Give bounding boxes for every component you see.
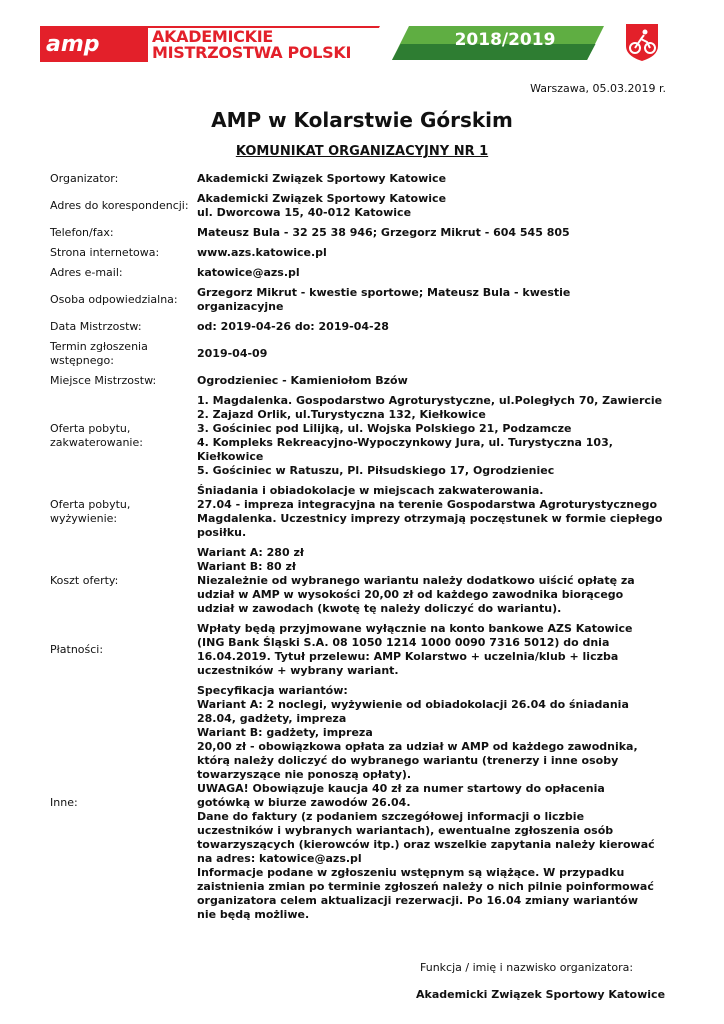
- row-value: www.azs.katowice.pl: [197, 246, 327, 259]
- row-label: Koszt oferty:: [50, 574, 119, 587]
- row-value: 2019-04-09: [197, 347, 268, 360]
- table-row: [50, 374, 670, 388]
- table-row: [50, 394, 670, 478]
- row-value: Śniadania i obiadokolacje w miejscach zakwaterowania. 27.04 - impreza integracyjna na terenie Gospodarstwa Agroturystycznego Magdalenka. Uczestnicy imprezy otrzymają poczęstunek w formie ciepłego posiłku.: [197, 484, 663, 539]
- cyclist-icon: [622, 22, 662, 62]
- table-row: [50, 484, 670, 540]
- row-value: katowice@azs.pl: [197, 266, 300, 279]
- row-value: Mateusz Bula - 32 25 38 946; Grzegorz Mikrut - 604 545 805: [197, 226, 570, 239]
- table-row: [50, 340, 670, 368]
- row-label: Oferta pobytu, zakwaterowanie:: [50, 422, 143, 449]
- table-row: [50, 246, 670, 260]
- row-value: Specyfikacja wariantów: Wariant A: 2 noclegi, wyżywienie od obiadokolacji 26.04 do śniadania 28.04, gadżety, impreza Wariant B: gadżety, impreza 20,00 zł - obowiązkowa opłata za udział w AMP od każdego zawodnika, którą należy doliczyć do wybranego wariantu (trenerzy i inne osoby towarzyszące nie ponoszą opłaty). UWAGA! Obowiązuje kaucja 40 zł za numer startowy do opłacenia gotówką w biurze zawodów 26.04. Dane do faktury (z podaniem szczegółowej informacji o liczbie uczestników i wybranych wariantach), ewentualne zgłoszenia osób towarzyszących (kierowców itp.) oraz wszelkie zapytania należy kierować na adres: katowice@azs.pl Informacje podane w zgłoszeniu wstępnym są wiążące. W przypadku zaistnienia zmian po terminie zgłoszeń należy o nich pilnie poinformować organizatora celem aktualizacji rezerwacji. Po 16.04 zmiany wariantów nie będą możliwe.: [197, 684, 655, 921]
- document-subtitle: KOMUNIKAT ORGANIZACYJNY NR 1: [235, 144, 489, 159]
- table-row: [50, 622, 670, 678]
- row-value: Ogrodzieniec - Kamieniołom Bzów: [197, 374, 408, 387]
- row-value: Akademicki Związek Sportowy Katowice: [197, 172, 447, 185]
- row-label: Telefon/fax:: [50, 226, 114, 239]
- signature-name: Akademicki Związek Sportowy Katowice: [416, 988, 666, 1001]
- season-label: 2018/2019: [454, 30, 556, 50]
- document-title: AMP w Kolarstwie Górskim: [211, 108, 513, 132]
- row-value: od: 2019-04-26 do: 2019-04-28: [197, 320, 389, 333]
- row-value: Wpłaty będą przyjmowane wyłącznie na konto bankowe AZS Katowice (ING Bank Śląski S.A. 08 1050 1214 1000 0090 7316 5012) do dnia 16.04.2019. Tytuł przelewu: AMP Kolarstwo + uczelnia/klub + liczba uczestników + wybrany wariant.: [197, 622, 633, 677]
- title-line-2: MISTRZOSTWA POLSKI: [152, 43, 352, 62]
- info-table: [50, 172, 670, 922]
- championship-title: [148, 28, 386, 62]
- table-row: [50, 286, 670, 314]
- table-row: [50, 172, 670, 186]
- row-label: Inne:: [50, 796, 78, 809]
- row-label: Adres do korespondencji:: [50, 199, 189, 212]
- row-label: Organizator:: [50, 172, 119, 185]
- table-row: [50, 684, 670, 922]
- row-label: Płatności:: [50, 643, 104, 656]
- table-row: [50, 226, 670, 240]
- row-label: Miejsce Mistrzostw:: [50, 374, 157, 387]
- header-banner: [0, 0, 724, 80]
- table-row: [50, 192, 670, 220]
- table-row: [50, 320, 670, 334]
- row-value: Wariant A: 280 zł Wariant B: 80 zł Niezależnie od wybranego wariantu należy dodatkowo uiścić opłatę za udział w AMP w wysokości 20,00 zł od każdego zawodnika biorącego udział w zawodach (kwotę tę należy doliczyć do wariantu).: [197, 546, 635, 615]
- table-row: [50, 266, 670, 280]
- row-label: Termin zgłoszenia wstępnego:: [50, 340, 148, 367]
- row-value: Akademicki Związek Sportowy Katowice ul. Dworcowa 15, 40-012 Katowice: [197, 192, 447, 219]
- row-label: Oferta pobytu, wyżywienie:: [50, 498, 131, 525]
- row-label: Strona internetowa:: [50, 246, 160, 259]
- row-value: 1. Magdalenka. Gospodarstwo Agroturystyczne, ul.Poległych 70, Zawiercie 2. Zajazd Orlik, ul.Turystyczna 132, Kiełkowice 3. Gościniec pod Lilijką, ul. Wojska Polskiego 21, Podzamcze 4. Kompleks Rekreacyjno-Wypoczynkowy Jura, ul. Turystyczna 103, Kiełkowice 5. Gościniec w Ratuszu, Pl. Piłsudskiego 17, Ogrodzieniec: [197, 394, 663, 477]
- logo-text: amp: [46, 32, 100, 57]
- row-label: Adres e-mail:: [50, 266, 123, 279]
- title-line-1: AKADEMICKIE: [152, 27, 273, 46]
- table-row: [50, 546, 670, 616]
- row-label: Data Mistrzostw:: [50, 320, 142, 333]
- document-date: Warszawa, 05.03.2019 r.: [530, 82, 666, 95]
- amp-logo: [44, 30, 134, 58]
- signature-label: Funkcja / imię i nazwisko organizatora:: [420, 961, 634, 974]
- row-value: Grzegorz Mikrut - kwestie sportowe; Mateusz Bula - kwestie organizacyjne: [197, 286, 571, 313]
- row-label: Osoba odpowiedzialna:: [50, 293, 178, 306]
